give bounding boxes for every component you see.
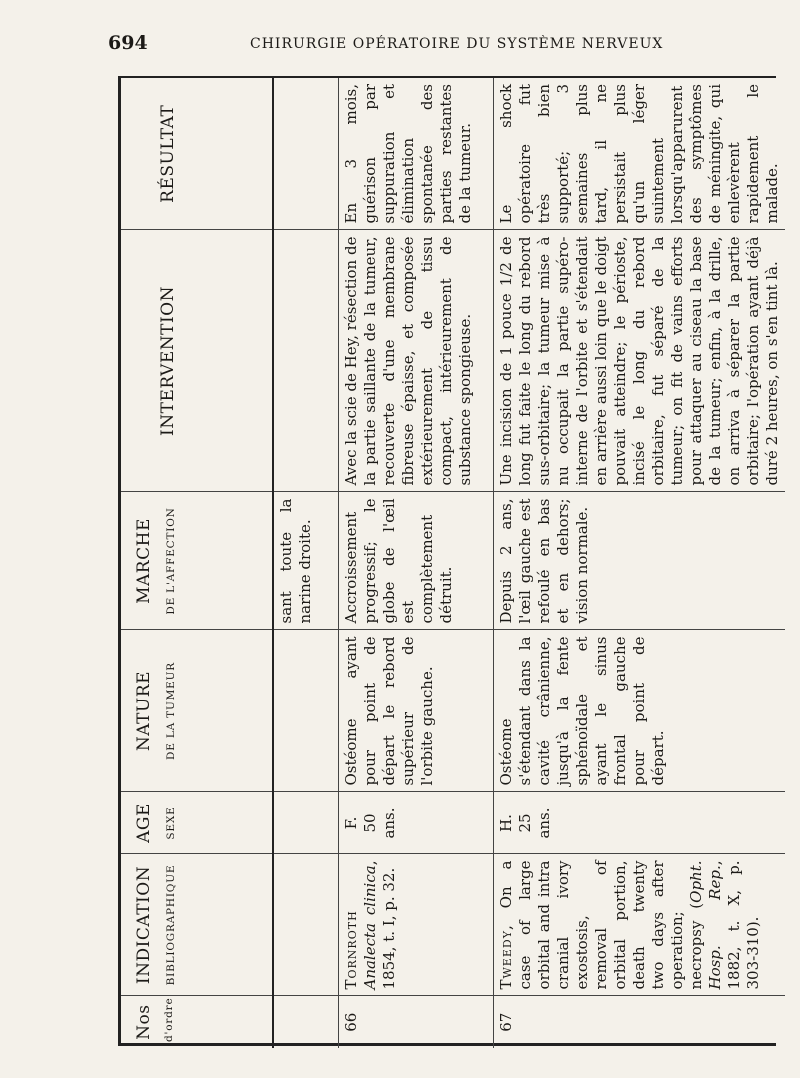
header-resultat xyxy=(121,78,273,230)
cell-empty xyxy=(273,78,339,230)
header-age xyxy=(121,792,273,854)
header-nature-main: NATURE xyxy=(134,670,154,752)
cell-resultat: Le shock opératoire fut très bien supporté; 3 semaines plus tard, il ne persistait plus qu'un léger suintement lorsqu'apparurent des symptômes de méningite, qui enlevèrent rapidement le malade. xyxy=(494,78,786,230)
cell-num: 67 xyxy=(494,996,786,1048)
cell-age xyxy=(494,792,786,854)
cell-empty xyxy=(273,854,339,996)
header-age-sub: SEXE xyxy=(165,806,177,840)
table-row-continued xyxy=(273,78,339,1048)
header-intervention-main: INTERVENTION xyxy=(158,286,178,436)
reference: , 1882, t. X, p. 303-310). xyxy=(706,860,762,990)
header-nature xyxy=(121,630,273,792)
author-name: Tweedy xyxy=(497,930,515,990)
article-title: , On a case of large orbital and intra cranial ivory exostosis, removal of orbital portion, death twenty two days after operation; necropsy ( xyxy=(497,860,705,990)
header-marche-sub: DE L'AFFECTION xyxy=(165,507,177,615)
header-num-sub: d'ordre xyxy=(163,997,175,1042)
sex: H. xyxy=(497,814,515,832)
cell-age xyxy=(339,792,494,854)
cell-indication xyxy=(494,854,786,996)
cell-marche-continued: sant toute la narine droite. xyxy=(273,492,339,630)
cell-num: 66 xyxy=(339,996,494,1048)
header-num-main: Nos xyxy=(134,1004,154,1040)
cell-empty xyxy=(273,230,339,492)
case-table xyxy=(121,78,785,1048)
cell-empty xyxy=(273,996,339,1048)
cell-nature: Ostéome s'étendant dans la cavité crânienne, jusqu'à la fente sphénoïdale et ayant le sinus frontal gauche pour point de départ. xyxy=(494,630,786,792)
header-indication-sub: BIBLIOGRAPHIQUE xyxy=(165,864,177,986)
cell-empty xyxy=(273,630,339,792)
cell-indication xyxy=(339,854,494,996)
reference: , 1854, t. I, p. 32. xyxy=(361,860,398,990)
author-name: Tornroth xyxy=(342,910,360,990)
rotated-table-wrapper xyxy=(121,78,779,1048)
table-frame xyxy=(118,76,781,1046)
cell-marche: Accroissement progressif; le globe de l'œil est complètement détruit. xyxy=(339,492,494,630)
journal-title: Opht. Hosp. Rep. xyxy=(687,860,724,990)
cell-intervention: Avec la scie de Hey, résection de la partie saillante de la tumeur, recouverte d'une membrane fibreuse épaisse, et composée extérieurement de tissu compact, intérieurement de substance spongieuse. xyxy=(339,230,494,492)
header-indication-main: INDICATION xyxy=(134,865,154,985)
cell-resultat: En 3 mois, guérison par suppuration et élimination spontanée des parties restantes de la tumeur. xyxy=(339,78,494,230)
running-head: CHIRURGIE OPÉRATOIRE DU SYSTÈME NERVEUX xyxy=(250,36,664,52)
cell-nature: Ostéome ayant pour point de départ le rebord supérieur de l'orbite gauche. xyxy=(339,630,494,792)
header-intervention xyxy=(121,230,273,492)
header-marche-main: MARCHE xyxy=(134,518,154,604)
table-row xyxy=(494,78,786,1048)
table-row xyxy=(339,78,494,1048)
header-num xyxy=(121,996,273,1048)
cell-intervention: Une incision de 1 pouce 1/2 de long fut faite le long du rebord sus-orbitaire; la tumeur mise à nu occupait la partie supéro-interne de l'orbite et s'étendait en arrière aussi loin que le doigt pouvait atteindre; le périoste, incisé le long du rebord orbitaire, fut séparé de la tumeur; on fit de vains efforts pour attaquer au ciseau la base de la tumeur; enfin, à la drille, on arriva à séparer la partie orbitaire; l'opération ayant déjà duré 2 heures, on s'en tint là. xyxy=(494,230,786,492)
header-resultat-main: RÉSULTAT xyxy=(158,104,178,203)
cell-empty xyxy=(273,792,339,854)
header-marche xyxy=(121,492,273,630)
journal-title: Analecta clinica xyxy=(361,865,379,990)
age: 25 ans. xyxy=(516,807,553,839)
page-number: 694 xyxy=(108,32,148,54)
age: 50 ans. xyxy=(361,807,398,839)
sex: F. xyxy=(342,816,360,830)
cell-marche: Depuis 2 ans, l'œil gauche est refoulé en bas et en dehors; vision normale. xyxy=(494,492,786,630)
header-indication xyxy=(121,854,273,996)
header-nature-sub: DE LA TUMEUR xyxy=(165,662,177,760)
header-age-main: AGE xyxy=(134,803,154,843)
header-row xyxy=(121,78,273,1048)
